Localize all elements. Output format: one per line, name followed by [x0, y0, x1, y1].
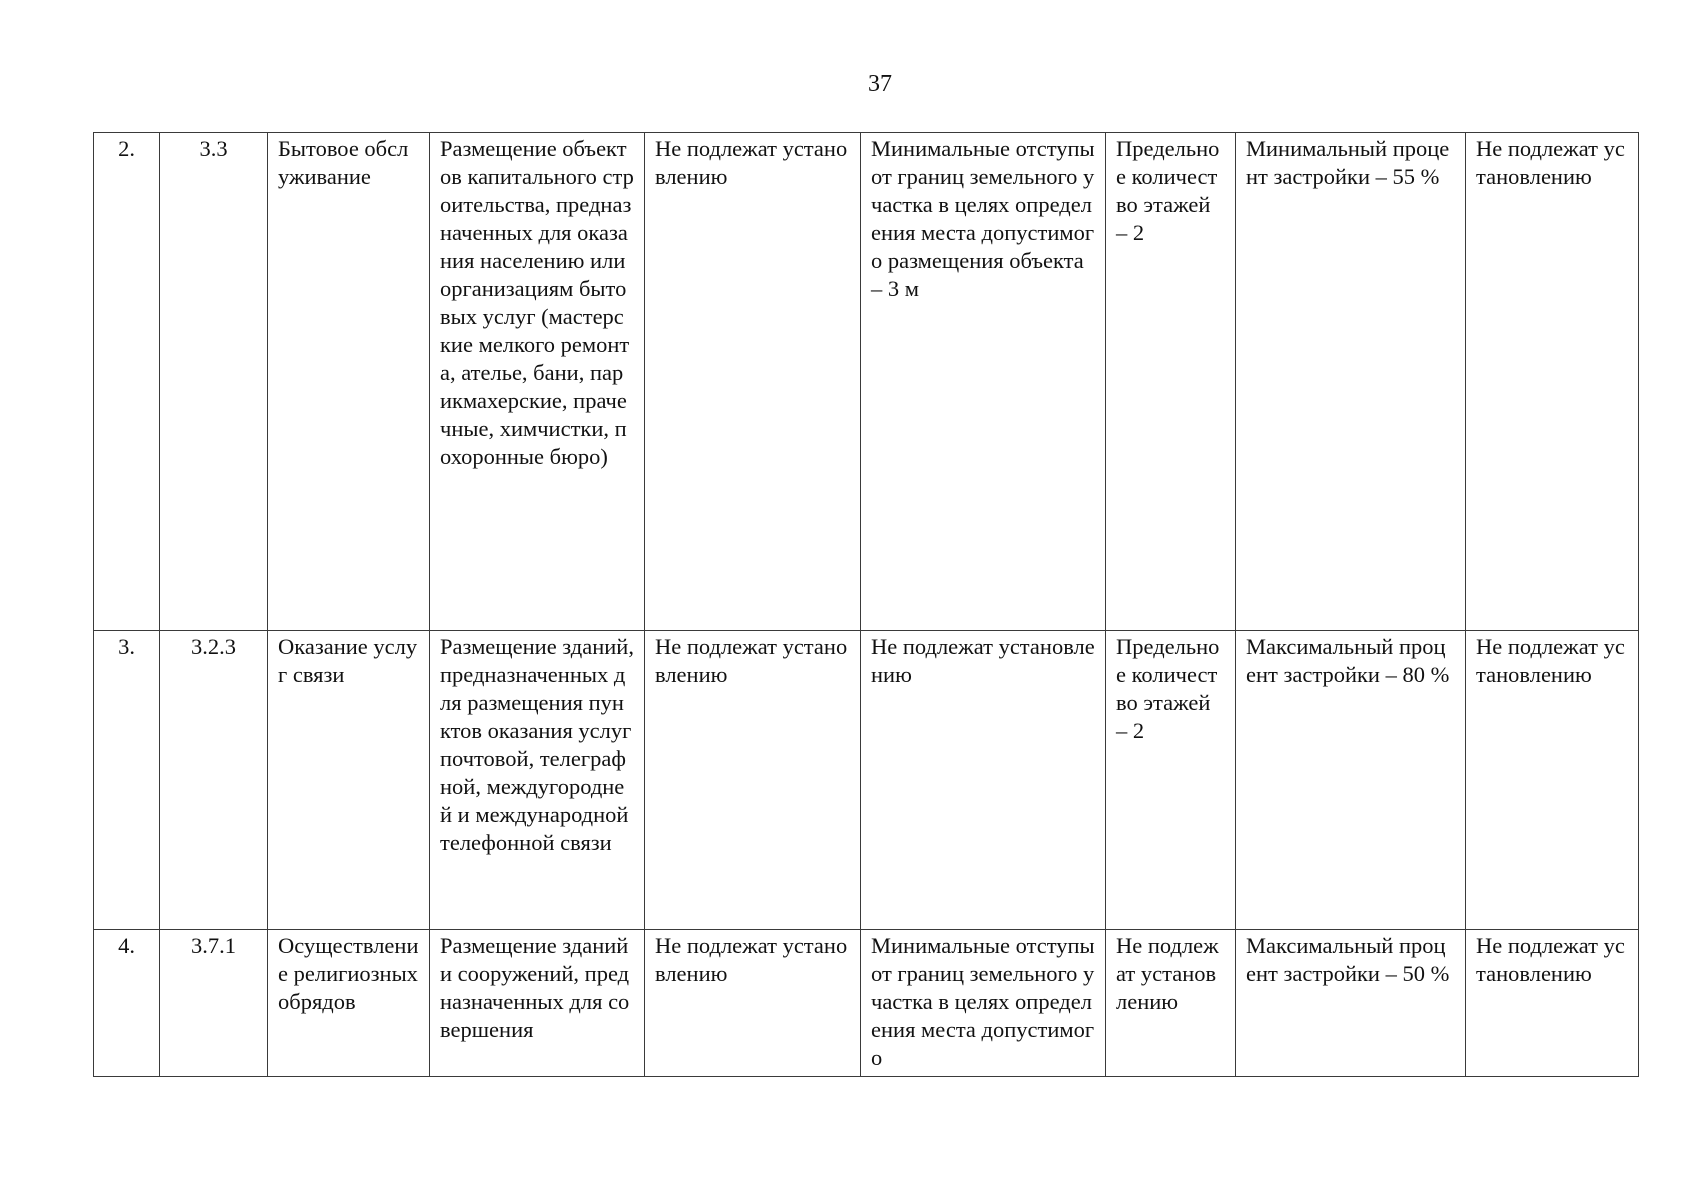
floors-cell: Предельное количество этажей – 2: [1106, 631, 1236, 930]
row-number-cell: 2.: [94, 133, 160, 631]
plot-size-cell: Не подлежат установлению: [645, 930, 861, 1077]
table-row: [94, 930, 1639, 1077]
plot-size-cell: Не подлежат установлению: [645, 631, 861, 930]
coverage-cell: Минимальный процент застройки – 55 %: [1236, 133, 1466, 631]
table-row: [94, 133, 1639, 631]
other-params-cell: Не подлежат установлению: [1466, 133, 1639, 631]
row-number-cell: 4.: [94, 930, 160, 1077]
use-name-cell: Бытовое обслуживание: [268, 133, 430, 631]
setbacks-cell: Минимальные отступы от границ земельного участка в целях определения места допустимого: [861, 930, 1106, 1077]
description-cell: Размещение объектов капитального строительства, предназначенных для оказания населению или организациям бытовых услуг (мастерские мелкого ремонта, ателье, бани, парикмахерские, прачечные, химчистки, похоронные бюро): [430, 133, 645, 631]
coverage-cell: Максимальный процент застройки – 50 %: [1236, 930, 1466, 1077]
use-name-cell: Осуществление религиозных обрядов: [268, 930, 430, 1077]
floors-cell: Предельное количество этажей – 2: [1106, 133, 1236, 631]
table-row: [94, 631, 1639, 930]
coverage-cell: Максимальный процент застройки – 80 %: [1236, 631, 1466, 930]
description-cell: Размещение зданий, предназначенных для размещения пунктов оказания услуг почтовой, телеграфной, междугородней и международной телефонной связи: [430, 631, 645, 930]
setbacks-cell: Не подлежат установлению: [861, 631, 1106, 930]
plot-size-cell: Не подлежат установлению: [645, 133, 861, 631]
code-cell: 3.3: [160, 133, 268, 631]
other-params-cell: Не подлежат установлению: [1466, 930, 1639, 1077]
code-cell: 3.7.1: [160, 930, 268, 1077]
other-params-cell: Не подлежат установлению: [1466, 631, 1639, 930]
code-cell: 3.2.3: [160, 631, 268, 930]
regulations-table: [93, 132, 1639, 1077]
page-number: 37: [868, 71, 892, 97]
description-cell: Размещение зданий и сооружений, предназначенных для совершения: [430, 930, 645, 1077]
row-number-cell: 3.: [94, 631, 160, 930]
use-name-cell: Оказание услуг связи: [268, 631, 430, 930]
setbacks-cell: Минимальные отступы от границ земельного участка в целях определения места допустимого размещения объекта – 3 м: [861, 133, 1106, 631]
floors-cell: Не подлежат установлению: [1106, 930, 1236, 1077]
